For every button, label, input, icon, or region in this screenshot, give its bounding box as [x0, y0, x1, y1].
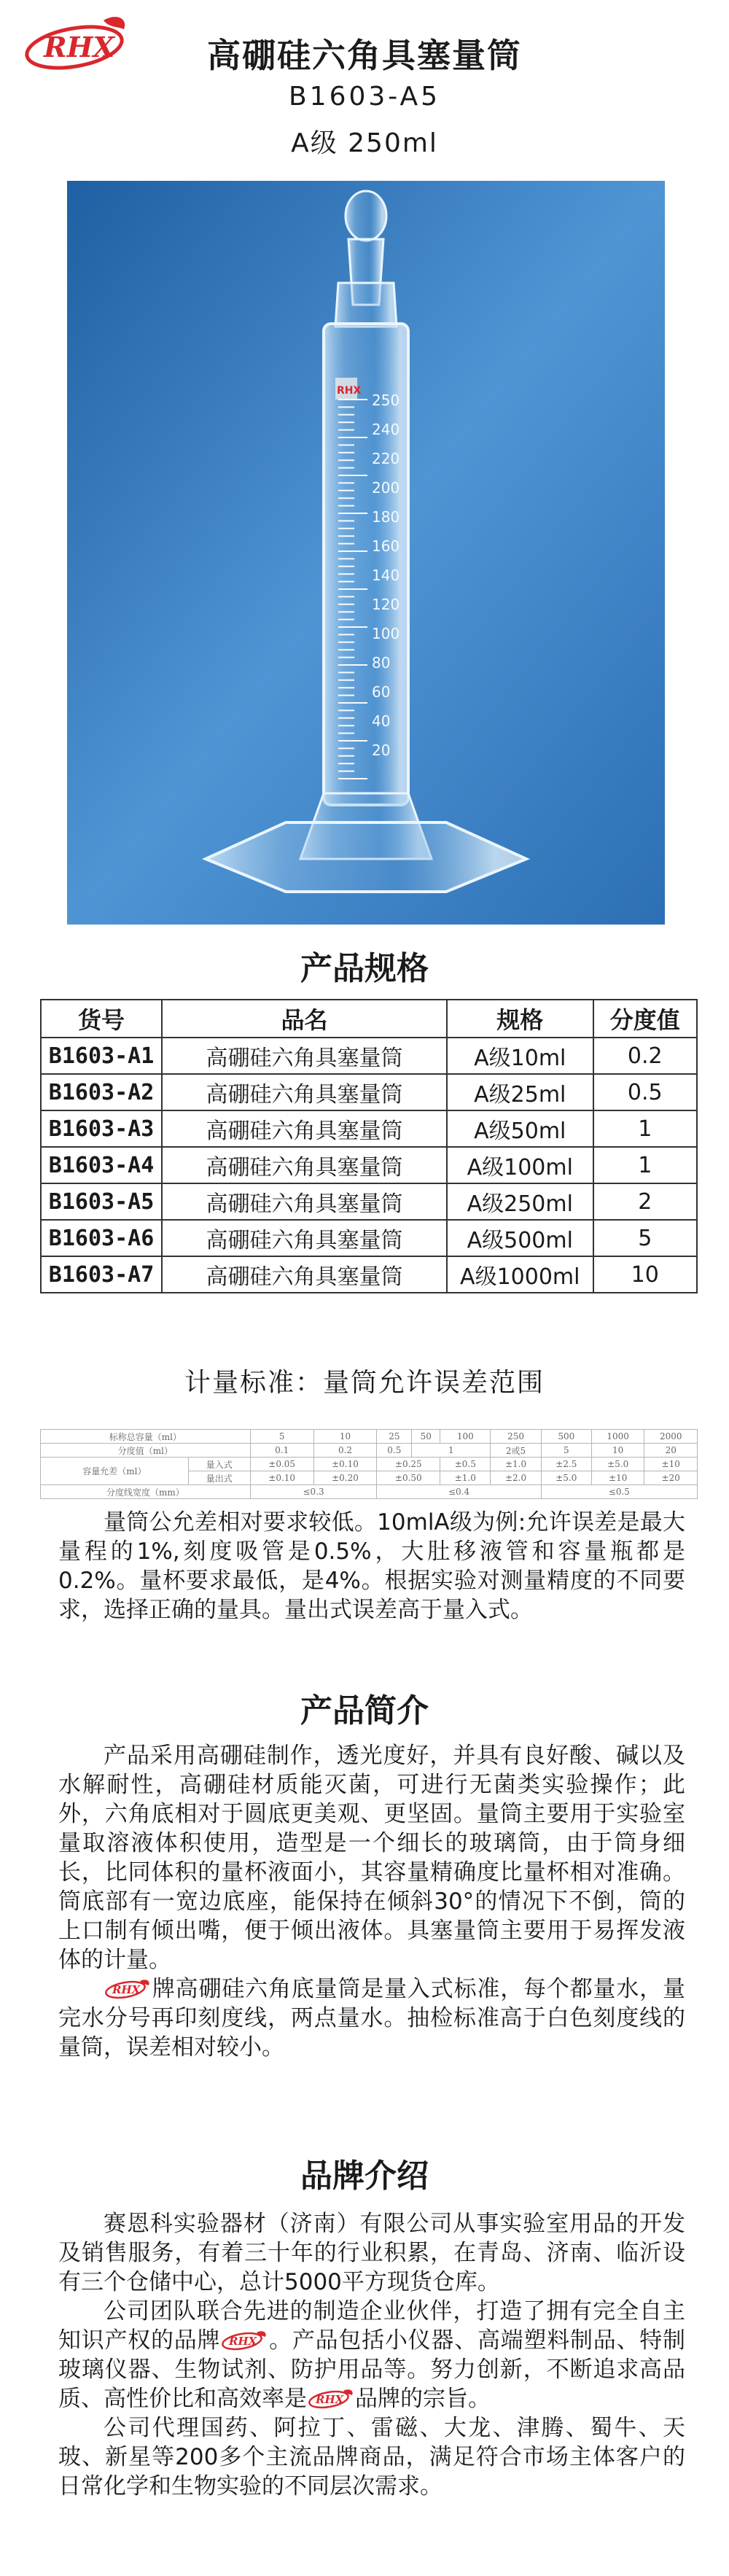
tol-cell: 10 — [591, 1444, 644, 1458]
scale-label: 80 — [372, 654, 391, 672]
tolerance-paragraph: 量筒公允差相对要求较低。10mlA级为例:允许误差是最大量程的1%,刻度吸管是0.5%，大肚移液管和容量瓶都是0.2%。量杯要求最低，是4%。根据实验对测量精度的不同要求，选择正确的量具。量出式误差高于量入式。 — [58, 1509, 685, 1623]
tol-cell: ±0.20 — [313, 1471, 377, 1485]
product-spec: A级 250ml — [291, 128, 438, 158]
tol-cell: ±0.50 — [377, 1471, 440, 1485]
cell-code: B1603-A6 — [41, 1220, 162, 1256]
cell-spec: A级100ml — [447, 1147, 593, 1183]
cell-name: 高硼硅六角具塞量筒 — [162, 1220, 447, 1256]
cylinder-brand-label: RHX — [337, 385, 362, 397]
col-header: 货号 — [41, 1000, 162, 1038]
svg-text:RHX: RHX — [229, 2335, 257, 2348]
tol-cell: 2000 — [644, 1430, 698, 1444]
tol-cell: ±0.05 — [250, 1458, 313, 1471]
tol-cell: 容量允差（ml） — [41, 1458, 189, 1485]
table-row — [41, 1458, 698, 1471]
table-row — [41, 1074, 697, 1110]
brand-paragraph-2b: 。产品包括小仪器、高端塑料制品、特制玻璃仪器、生物试剂、防护用品等。努力创新，不断追求高品质、高性价比和高效率是 — [58, 2327, 686, 2412]
cell-spec: A级10ml — [447, 1038, 593, 1074]
col-header: 规格 — [447, 1000, 593, 1038]
tol-cell: ±0.5 — [440, 1458, 491, 1471]
intro-paragraph-2-text: 牌高硼硅六角底量筒是量入式标准，每个都量水，量完水分号再印刻度线，两点量水。抽检标准高于白色刻度线的量筒，误差相对较小。 — [58, 1976, 685, 2061]
tol-cell: 500 — [541, 1430, 591, 1444]
cell-division: 2 — [593, 1183, 697, 1220]
cell-name: 高硼硅六角具塞量筒 — [162, 1147, 447, 1183]
table-row — [41, 1430, 698, 1444]
cell-division: 0.2 — [593, 1038, 697, 1074]
scale-label: 220 — [372, 450, 400, 467]
tol-cell: 2或5 — [491, 1444, 541, 1458]
tol-cell: ±0.10 — [250, 1471, 313, 1485]
table-row — [41, 1444, 698, 1458]
tol-cell: ±20 — [644, 1471, 698, 1485]
tolerance-title: 计量标准：量筒允许误差范围 — [184, 1368, 545, 1398]
tolerance-description — [58, 1508, 685, 1624]
product-photo — [67, 181, 665, 925]
tol-cell: 分度线宽度（mm） — [41, 1485, 251, 1499]
cell-name: 高硼硅六角具塞量筒 — [162, 1074, 447, 1110]
scale-label: 120 — [372, 596, 400, 613]
tol-cell: 20 — [644, 1444, 698, 1458]
cell-code: B1603-A7 — [41, 1256, 162, 1293]
intro-paragraph-2 — [58, 1974, 685, 2062]
brand-paragraph-2 — [58, 2297, 685, 2413]
intro-body — [58, 1741, 685, 2062]
scale-label: 20 — [372, 742, 391, 759]
scale-label: 140 — [372, 567, 400, 584]
tol-cell: 100 — [440, 1430, 491, 1444]
rhx-brand-icon — [307, 2389, 355, 2409]
cell-code: B1603-A5 — [41, 1183, 162, 1220]
cell-spec: A级50ml — [447, 1110, 593, 1147]
intro-paragraph-1: 产品采用高硼硅制作，透光度好，并具有良好酸、碱以及水解耐性，高硼硅材质能灭菌，可进行无菌类实验操作；此外，六角底相对于圆底更美观、更坚固。量筒主要用于实验室量取溶液体积使用，造型是一个细长的玻璃筒，由于筒身细长，比同体积的量杯液面小，其容量精确度比量杯相对准确。筒底部有一宽边底座，能保持在倾斜30°的情况下不倒，筒的上口制有倾出嘴，便于倾出液体。具塞量筒主要用于易挥发液体的计量。 — [58, 1743, 685, 1973]
spec-table — [40, 999, 698, 1293]
tol-cell: ±10 — [644, 1458, 698, 1471]
cell-code: B1603-A3 — [41, 1110, 162, 1147]
scale-label: 240 — [372, 421, 400, 438]
table-row — [41, 1038, 697, 1074]
scale-label: 40 — [372, 712, 391, 730]
col-header: 品名 — [162, 1000, 447, 1038]
scale-label: 60 — [372, 683, 391, 701]
tol-cell: ±0.25 — [377, 1458, 440, 1471]
cell-name: 高硼硅六角具塞量筒 — [162, 1183, 447, 1220]
scale-label: 100 — [372, 625, 400, 642]
cell-division: 0.5 — [593, 1074, 697, 1110]
tol-cell: 0.1 — [250, 1444, 313, 1458]
cell-spec: A级500ml — [447, 1220, 593, 1256]
intro-section-title: 产品简介 — [300, 1692, 429, 1729]
scale-label: 160 — [372, 537, 400, 555]
brand-section-title: 品牌介绍 — [300, 2157, 429, 2195]
tol-cell: ≤0.3 — [250, 1485, 377, 1499]
rhx-brand-icon — [220, 2330, 268, 2351]
cell-name: 高硼硅六角具塞量筒 — [162, 1038, 447, 1074]
cell-division: 5 — [593, 1220, 697, 1256]
spec-table-header — [41, 1000, 697, 1038]
tol-cell: ±1.0 — [491, 1458, 541, 1471]
cell-name: 高硼硅六角具塞量筒 — [162, 1110, 447, 1147]
tol-cell: ±0.10 — [313, 1458, 377, 1471]
tol-cell: 50 — [412, 1430, 440, 1444]
tol-cell: 5 — [250, 1430, 313, 1444]
tol-cell: ±1.0 — [440, 1471, 491, 1485]
cell-name: 高硼硅六角具塞量筒 — [162, 1256, 447, 1293]
tol-cell: 25 — [377, 1430, 412, 1444]
brand-paragraph-1: 赛恩科实验器材（济南）有限公司从事实验室用品的开发及销售服务，有着三十年的行业积累，在青岛、济南、临沂设有三个仓储中心，总计5000平方现货仓库。 — [58, 2211, 685, 2295]
scale-label: 250 — [372, 392, 400, 409]
scale-label: 200 — [372, 479, 400, 497]
tol-cell: ≤0.5 — [541, 1485, 697, 1499]
tol-cell: ±5.0 — [541, 1471, 591, 1485]
table-row — [41, 1110, 697, 1147]
tol-cell: 1000 — [591, 1430, 644, 1444]
tol-cell: 0.2 — [313, 1444, 377, 1458]
cell-code: B1603-A4 — [41, 1147, 162, 1183]
tol-cell: ±5.0 — [591, 1458, 644, 1471]
brand-paragraph-2a: 公司团队联合先进的制造企业伙伴，打造了拥有完全自主知识产权的品牌 — [58, 2298, 685, 2354]
tol-cell: 5 — [541, 1444, 591, 1458]
col-header: 分度值 — [593, 1000, 697, 1038]
tol-cell: 10 — [313, 1430, 377, 1444]
stopper-knob — [346, 191, 386, 241]
cell-spec: A级25ml — [447, 1074, 593, 1110]
tol-cell: 标称总容量（ml） — [41, 1430, 251, 1444]
tol-cell: ±10 — [591, 1471, 644, 1485]
cell-spec: A级1000ml — [447, 1256, 593, 1293]
cell-division: 1 — [593, 1110, 697, 1147]
tol-cell: ≤0.4 — [377, 1485, 541, 1499]
tol-cell: 250 — [491, 1430, 541, 1444]
graduated-cylinder-illustration — [67, 181, 665, 925]
svg-text:RHX: RHX — [316, 2393, 344, 2406]
cell-division: 1 — [593, 1147, 697, 1183]
tol-cell: 量出式 — [188, 1471, 250, 1485]
tol-cell: ±2.5 — [541, 1458, 591, 1471]
cell-code: B1603-A1 — [41, 1038, 162, 1074]
table-row — [41, 1220, 697, 1256]
brand-body — [58, 2209, 685, 2501]
svg-text:RHX: RHX — [112, 1983, 141, 1996]
cell-code: B1603-A2 — [41, 1074, 162, 1110]
table-row — [41, 1147, 697, 1183]
cell-division: 10 — [593, 1256, 697, 1293]
table-row — [41, 1485, 698, 1499]
tol-cell: 量入式 — [188, 1458, 250, 1471]
tol-cell: 1 — [412, 1444, 491, 1458]
table-row — [41, 1256, 697, 1293]
logo-text: RHX — [44, 31, 114, 63]
tol-cell: 0.5 — [377, 1444, 412, 1458]
product-code: B1603-A5 — [288, 82, 441, 112]
scale-label: 180 — [372, 508, 400, 526]
product-title: 高硼硅六角具塞量筒 — [207, 36, 522, 75]
rhx-brand-icon — [104, 1979, 152, 1999]
tolerance-table — [40, 1429, 698, 1499]
tol-cell: ±2.0 — [491, 1471, 541, 1485]
brand-paragraph-2c: 品牌的宗旨。 — [355, 2386, 491, 2412]
cell-spec: A级250ml — [447, 1183, 593, 1220]
table-row — [41, 1183, 697, 1220]
tol-cell: 分度值（ml） — [41, 1444, 251, 1458]
brand-paragraph-3: 公司代理国药、阿拉丁、雷磁、大龙、津腾、蜀牛、天玻、新星等200多个主流品牌商品，满足符合市场主体客户的日常化学和生物实验的不同层次需求。 — [58, 2415, 685, 2499]
spec-section-title: 产品规格 — [300, 950, 429, 987]
